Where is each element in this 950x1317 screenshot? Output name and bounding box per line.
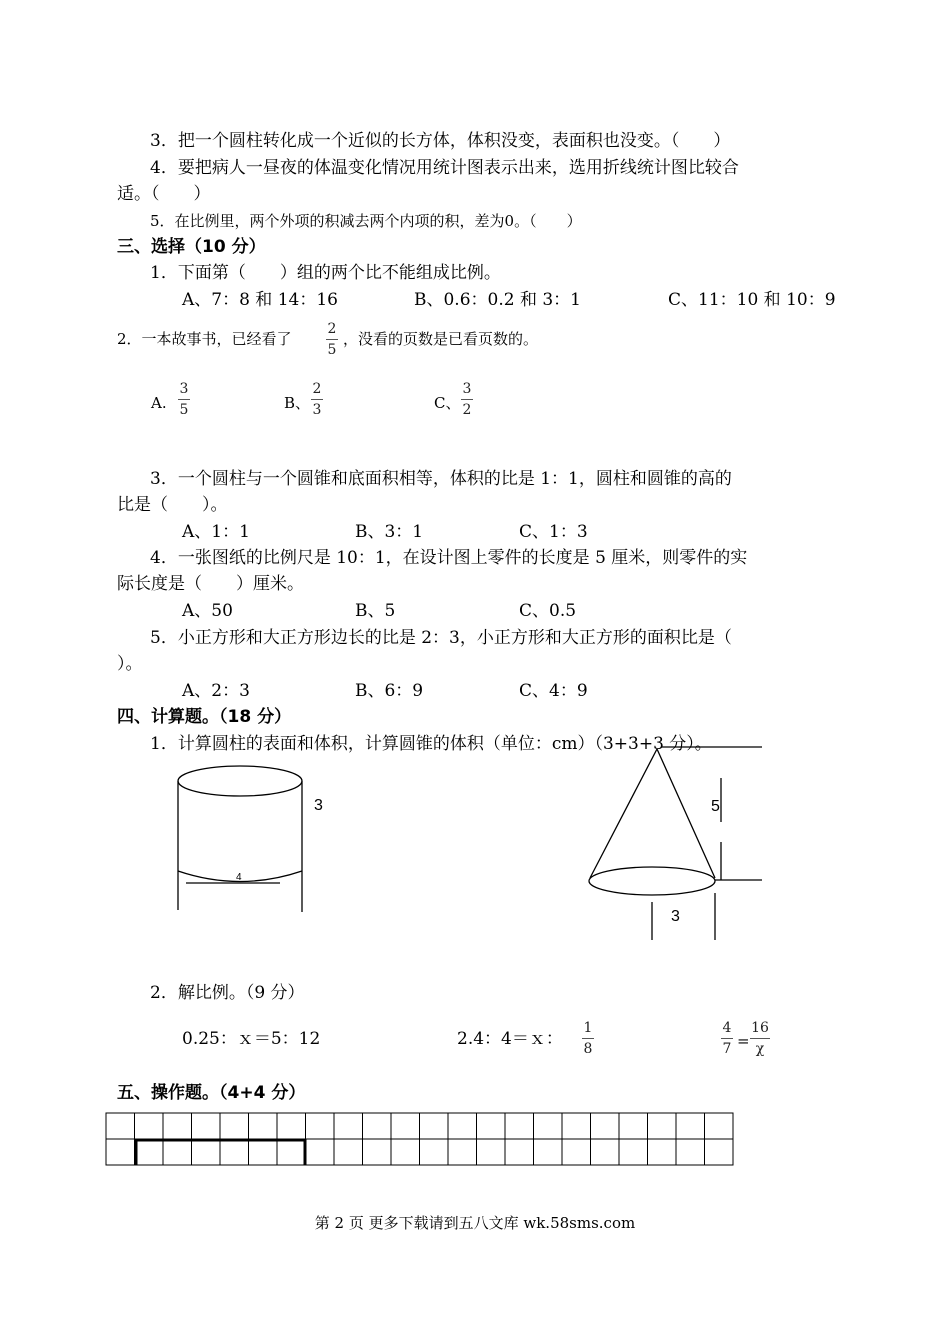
fraction-denominator: 5 <box>179 402 189 418</box>
cylinder-height-label: 3 <box>314 797 323 814</box>
fraction-numerator: 2 <box>327 321 337 337</box>
calc-equation-3-equals: = <box>737 1032 750 1050</box>
choice-q3-option-a: A、1：1 <box>182 522 250 542</box>
fraction-numerator: 3 <box>462 381 472 397</box>
operation-grid <box>106 1113 733 1165</box>
cylinder-base-label: 4 <box>236 872 242 883</box>
fraction-denominator: 3 <box>312 402 322 418</box>
cone-radius-label: 3 <box>671 908 680 925</box>
section-choice-title: 三、选择（10 分） <box>117 237 266 257</box>
calc-q1: 1．计算圆柱的表面和体积，计算圆锥的体积（单位：cm）（3+3+3 分）。 <box>150 734 712 754</box>
section-calc-title: 四、计算题。（18 分） <box>117 707 292 727</box>
choice-q2-pre: 2．一本故事书，已经看了 <box>117 330 292 348</box>
cylinder-figure <box>178 766 302 912</box>
choice-q4-option-b: B、5 <box>355 601 396 621</box>
fraction-numerator: 4 <box>722 1020 732 1036</box>
calc-equation-1: 0.25：ｘ＝5：12 <box>182 1029 321 1049</box>
cone-left-slant <box>590 749 657 878</box>
judge-q4-line1: 4．要把病人一昼夜的体温变化情况用统计图表示出来，选用折线统计图比较合 <box>150 158 739 178</box>
judge-q5: 5．在比例里，两个外项的积减去两个内项的积，差为0。（ ） <box>150 212 582 230</box>
cone-height-label: 5 <box>711 798 720 815</box>
cone-right-slant <box>657 749 715 878</box>
choice-q4-line2: 际长度是（ ）厘米。 <box>117 574 304 594</box>
section-operation-title: 五、操作题。（4+4 分） <box>117 1083 306 1103</box>
choice-q3-line2: 比是（ ）。 <box>117 495 228 515</box>
fraction-bar <box>750 1038 770 1039</box>
choice-q4-option-c: C、0.5 <box>519 601 577 621</box>
choice-q3-option-b: B、3：1 <box>355 522 424 542</box>
choice-q5-option-b: B、6：9 <box>355 681 424 701</box>
fraction-denominator: 7 <box>722 1041 732 1057</box>
judge-q3: 3．把一个圆柱转化成一个近似的长方体，体积没变，表面积也没变。（ ） <box>150 131 731 151</box>
fraction-denominator: χ <box>755 1041 765 1057</box>
fraction-numerator: 16 <box>751 1020 769 1036</box>
fraction-bar <box>721 1038 733 1039</box>
choice-q1-option-c: C、11：10 和 10：9 <box>668 290 836 310</box>
cone-base-ellipse <box>589 867 715 895</box>
choice-q5-option-a: A、2：3 <box>182 681 250 701</box>
choice-q4-option-a: A、50 <box>182 601 233 621</box>
choice-q3-line1: 3．一个圆柱与一个圆锥和底面积相等，体积的比是 1：1，圆柱和圆锥的高的 <box>150 469 732 489</box>
page-footer: 第 2 页 更多下载请到五八文库 wk.58sms.com <box>314 1214 636 1232</box>
choice-q1: 1．下面第（ ）组的两个比不能组成比例。 <box>150 263 501 283</box>
fraction-bar <box>582 1038 594 1039</box>
calc-equation-2: 2.4：4＝ｘ： <box>457 1029 563 1049</box>
fraction-denominator: 5 <box>327 342 337 358</box>
fraction-denominator: 8 <box>583 1041 593 1057</box>
judge-q4-line2: 适。（ ） <box>117 184 211 204</box>
fraction-numerator: 1 <box>583 1020 593 1036</box>
fraction-denominator: 2 <box>462 402 472 418</box>
choice-q3-option-c: C、1：3 <box>519 522 588 542</box>
fraction-numerator: 2 <box>312 381 322 397</box>
choice-q5-line1: 5．小正方形和大正方形边长的比是 2：3，小正方形和大正方形的面积比是（ <box>150 628 732 648</box>
choice-q2-option-b-label: B、 <box>284 394 311 412</box>
choice-q2-option-c-label: C、 <box>434 394 461 412</box>
choice-q2-post: ，没看的页数是已看页数的。 <box>343 330 539 348</box>
choice-q1-option-a: A、7：8 和 14：16 <box>182 290 338 310</box>
choice-q5-option-c: C、4：9 <box>519 681 588 701</box>
calc-q2: 2．解比例。（9 分） <box>150 983 305 1003</box>
fraction-numerator: 3 <box>179 381 189 397</box>
choice-q4-line1: 4．一张图纸的比例尺是 10：1，在设计图上零件的长度是 5 厘米，则零件的实 <box>150 548 748 568</box>
choice-q5-line2: ）。 <box>117 654 143 674</box>
choice-q2-option-a-label: A. <box>151 394 167 412</box>
calc-equation-2-fraction <box>582 1020 594 1057</box>
calc-equation-3-left-fraction <box>721 1020 733 1057</box>
choice-q1-option-b: B、0.6：0.2 和 3：1 <box>414 290 582 310</box>
calc-equation-3-right-fraction <box>750 1020 770 1057</box>
cylinder-top-ellipse <box>178 766 302 796</box>
